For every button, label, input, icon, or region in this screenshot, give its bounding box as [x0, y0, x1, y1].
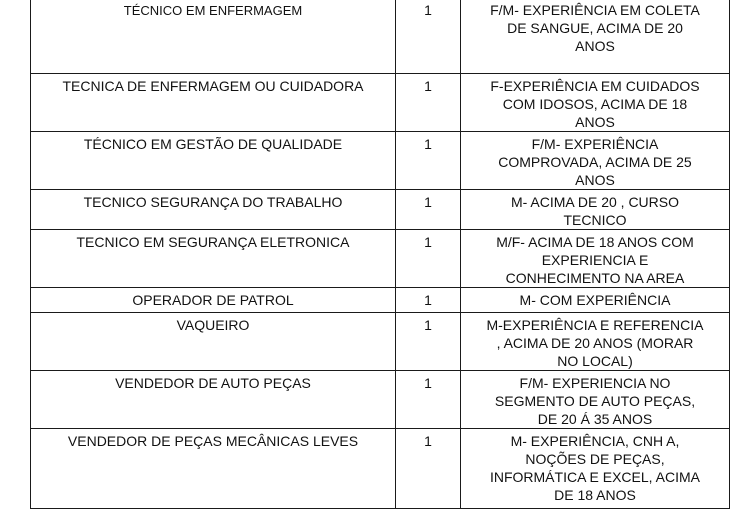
vacancies-cell: 1 [396, 288, 461, 313]
job-title-cell: TÉCNICO EM GESTÃO DE QUALIDADE [31, 132, 396, 190]
job-title-cell: TECNICO SEGURANÇA DO TRABALHO [31, 190, 396, 230]
table-row [31, 74, 730, 132]
table-row [31, 313, 730, 371]
job-title-cell: VAQUEIRO [31, 313, 396, 371]
requirements-cell: M/F- ACIMA DE 18 ANOS COM EXPERIENCIA E CONHECIMENTO NA AREA [461, 230, 730, 288]
vacancies-cell: 1 [396, 74, 461, 132]
requirements-cell: F-EXPERIÊNCIA EM CUIDADOS COM IDOSOS, ACIMA DE 18 ANOS [461, 74, 730, 132]
requirements-cell: M- ACIMA DE 20 , CURSO TECNICO [461, 190, 730, 230]
vacancies-cell: 1 [396, 429, 461, 509]
table-row [31, 132, 730, 190]
vacancies-cell: 1 [396, 190, 461, 230]
requirements-cell: F/M- EXPERIÊNCIA COMPROVADA, ACIMA DE 25 ANOS [461, 132, 730, 190]
job-title-cell: TECNICA DE ENFERMAGEM OU CUIDADORA [31, 74, 396, 132]
vacancies-cell: 1 [396, 230, 461, 288]
job-title-cell: TÉCNICO EM ENFERMAGEM [31, 0, 396, 74]
vacancies-cell: 1 [396, 313, 461, 371]
job-title-cell: OPERADOR DE PATROL [31, 288, 396, 313]
vacancies-cell: 1 [396, 0, 461, 74]
requirements-cell: F/M- EXPERIENCIA NO SEGMENTO DE AUTO PEÇAS, DE 20 Á 35 ANOS [461, 371, 730, 429]
requirements-cell: F/M- EXPERIÊNCIA EM COLETA DE SANGUE, ACIMA DE 20 ANOS [461, 0, 730, 74]
table-row [31, 288, 730, 313]
table-row [31, 371, 730, 429]
job-vacancies-table [30, 0, 730, 509]
job-title-cell: VENDEDOR DE PEÇAS MECÂNICAS LEVES [31, 429, 396, 509]
table-row [31, 429, 730, 509]
vacancies-cell: 1 [396, 132, 461, 190]
table-row [31, 230, 730, 288]
table-row [31, 190, 730, 230]
job-title-cell: VENDEDOR DE AUTO PEÇAS [31, 371, 396, 429]
vacancies-cell: 1 [396, 371, 461, 429]
job-title-cell: TECNICO EM SEGURANÇA ELETRONICA [31, 230, 396, 288]
requirements-cell: M- EXPERIÊNCIA, CNH A, NOÇÕES DE PEÇAS, INFORMÁTICA E EXCEL, ACIMA DE 18 ANOS [461, 429, 730, 509]
requirements-cell: M-EXPERIÊNCIA E REFERENCIA , ACIMA DE 20 ANOS (MORAR NO LOCAL) [461, 313, 730, 371]
requirements-cell: M- COM EXPERIÊNCIA [461, 288, 730, 313]
table-row [31, 0, 730, 74]
